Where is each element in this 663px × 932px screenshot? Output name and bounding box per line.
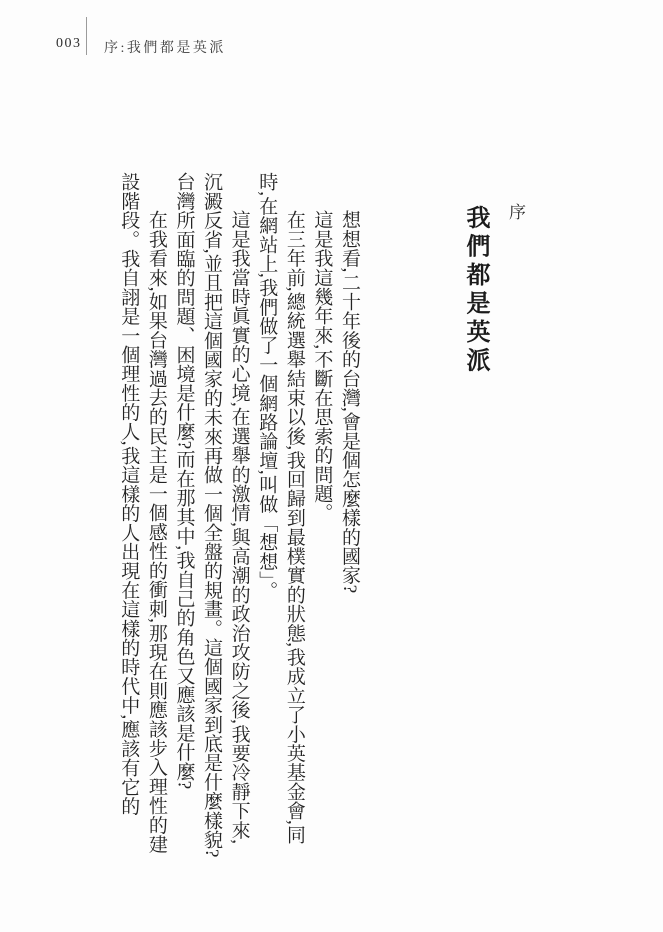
paragraph: 這是我這幾年來,不斷在思索的問題。 (311, 210, 333, 523)
paragraph: 想想看,二十年後的台灣,會是個怎麼樣的國家? (339, 210, 360, 594)
running-header-title: 序:我們都是英派 (104, 41, 226, 56)
paragraph: 在我看來,如果台灣過去的民主是一個感性的衝刺,那現在則應該步入理性的建設階段。我自詡是一個理性的人,我這樣的人出現在這樣的時代中,應該有它的 (118, 172, 167, 854)
body-text-block (86, 172, 363, 858)
header-divider (86, 17, 87, 55)
paragraph: 這是我當時眞實的心境,在選舉的激情,與高潮的政治攻防之後,我要冷靜下來,沉澱反省,並且把這個國家的未來再做一個全盤的規畫。這個國家到底是什麼樣貌?台灣所面臨的問題、困境是什麼?而在那其中,我自己的角色又應該是什麼? (173, 172, 250, 858)
page-number: 003 (56, 36, 82, 51)
chapter-title: 我們都是英派 (462, 205, 488, 376)
paragraph: 在三年前,總統選舉結束以後,我回歸到最樸實的狀態,我成立了小英基金會,同時,在網站上,我們做了一個網路論壇,叫做「想想」。 (256, 172, 305, 845)
chapter-section-label: 序 (506, 203, 525, 220)
